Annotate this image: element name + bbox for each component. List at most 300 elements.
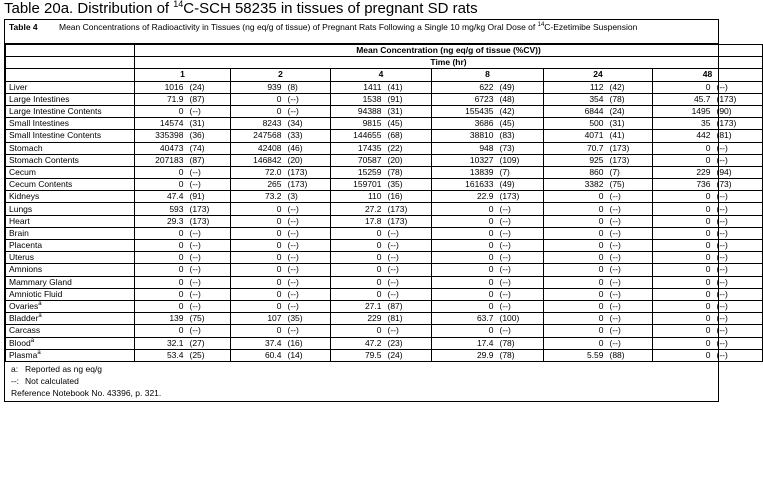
cv-value: (--) [497, 325, 544, 337]
time-point-header: 24 [544, 69, 653, 81]
cv-value: (--) [187, 166, 231, 178]
cv-value: (--) [714, 337, 763, 349]
concentration-value: 3686 [432, 118, 497, 130]
cv-value: (45) [497, 118, 544, 130]
tissue-label: Stomach Contents [9, 154, 79, 165]
cv-value: (68) [385, 130, 432, 142]
cv-value: (100) [497, 313, 544, 325]
concentration-value: 0 [135, 325, 187, 337]
cv-value: (20) [385, 154, 432, 166]
concentration-value: 0 [135, 179, 187, 191]
cv-value: (35) [385, 179, 432, 191]
tissue-label: Amniotic Fluid [9, 288, 63, 299]
cv-value: (--) [285, 288, 331, 300]
cv-value: (78) [607, 93, 653, 105]
concentration-value: 27.2 [331, 203, 385, 215]
table-row [6, 105, 763, 117]
concentration-table [5, 44, 763, 362]
concentration-value: 0 [653, 142, 714, 154]
cv-value: (45) [385, 118, 432, 130]
concentration-value: 593 [135, 203, 187, 215]
table-body [6, 81, 763, 361]
concentration-value: 0 [331, 240, 385, 252]
cv-value: (25) [187, 349, 231, 361]
table-row [6, 166, 763, 178]
cv-value: (--) [607, 300, 653, 312]
concentration-value: 0 [135, 276, 187, 288]
concentration-value: 3382 [544, 179, 607, 191]
concentration-value: 0 [653, 300, 714, 312]
concentration-value: 0 [653, 240, 714, 252]
table-caption-text [59, 22, 714, 42]
cv-value: (41) [385, 81, 432, 93]
cv-value: (173) [187, 215, 231, 227]
concentration-value: 144655 [331, 130, 385, 142]
cv-value: (--) [607, 215, 653, 227]
concentration-value: 0 [653, 276, 714, 288]
concentration-value: 354 [544, 93, 607, 105]
cv-value: (87) [187, 154, 231, 166]
concentration-value: 6723 [432, 93, 497, 105]
concentration-value: 139 [135, 313, 187, 325]
concentration-value: 207183 [135, 154, 187, 166]
concentration-value: 0 [135, 288, 187, 300]
concentration-value: 0 [432, 325, 497, 337]
table-row [6, 300, 763, 312]
concentration-value: 8243 [231, 118, 285, 130]
tissue-name [6, 252, 135, 264]
cv-value: (48) [497, 93, 544, 105]
concentration-value: 94388 [331, 105, 385, 117]
table-row [6, 215, 763, 227]
concentration-value: 0 [231, 203, 285, 215]
cv-value: (14) [285, 349, 331, 361]
tissue-name [6, 337, 135, 349]
table-row [6, 142, 763, 154]
footnote [11, 363, 712, 375]
concentration-value: 37.4 [231, 337, 285, 349]
cv-value: (--) [187, 179, 231, 191]
concentration-value: 155435 [432, 105, 497, 117]
concentration-value: 40473 [135, 142, 187, 154]
reference-note: Reference Notebook No. 43396, p. 321. [11, 387, 162, 398]
concentration-value: 442 [653, 130, 714, 142]
concentration-value: 0 [135, 264, 187, 276]
footnotes [5, 362, 718, 401]
concentration-value: 0 [544, 203, 607, 215]
concentration-value: 500 [544, 118, 607, 130]
concentration-value: 1495 [653, 105, 714, 117]
cv-value: (75) [607, 179, 653, 191]
cv-value: (--) [385, 288, 432, 300]
concentration-value: 0 [544, 215, 607, 227]
concentration-value: 9815 [331, 118, 385, 130]
cv-value: (--) [385, 240, 432, 252]
tissue-label: Liver [9, 81, 28, 92]
table-row [6, 288, 763, 300]
concentration-value: 0 [331, 264, 385, 276]
cv-value: (--) [187, 240, 231, 252]
cv-value: (36) [187, 130, 231, 142]
footnote-key: --: [11, 375, 20, 386]
concentration-value: 0 [544, 191, 607, 203]
header-empty-cell [6, 57, 135, 69]
table-row [6, 81, 763, 93]
concentration-value: 0 [653, 154, 714, 166]
tissue-name [6, 349, 135, 361]
tissue-label: Uterus [9, 252, 35, 263]
time-point-header: 8 [432, 69, 544, 81]
cv-value: (173) [714, 93, 763, 105]
tissue-name [6, 142, 135, 154]
concentration-value: 0 [653, 252, 714, 264]
cv-value: (46) [285, 142, 331, 154]
cv-value: (--) [607, 203, 653, 215]
tissue-label: Large Intestine Contents [9, 106, 102, 117]
concentration-value: 14574 [135, 118, 187, 130]
concentration-value: 5.59 [544, 349, 607, 361]
concentration-value: 70.7 [544, 142, 607, 154]
concentration-value: 0 [653, 313, 714, 325]
concentration-value: 229 [653, 166, 714, 178]
concentration-value: 42408 [231, 142, 285, 154]
cv-value: (16) [385, 191, 432, 203]
table-caption [5, 20, 718, 44]
concentration-value: 32.1 [135, 337, 187, 349]
table-row [6, 337, 763, 349]
concentration-value: 0 [653, 227, 714, 239]
cv-value: (31) [385, 105, 432, 117]
cv-value: (--) [607, 325, 653, 337]
concentration-value: 0 [432, 203, 497, 215]
concentration-value: 0 [135, 166, 187, 178]
concentration-value: 0 [653, 215, 714, 227]
table-row [6, 240, 763, 252]
concentration-value: 0 [231, 105, 285, 117]
header-row-time [6, 57, 763, 69]
concentration-value: 1016 [135, 81, 187, 93]
concentration-value: 0 [135, 227, 187, 239]
tissue-label: Heart [9, 215, 30, 226]
concentration-value: 0 [331, 276, 385, 288]
cv-value: (20) [285, 154, 331, 166]
tissue-label: Blood [9, 337, 31, 348]
tissue-label: Plasma [9, 349, 38, 360]
table-row [6, 252, 763, 264]
page-title-prefix: Table 20a. Distribution of [4, 0, 174, 17]
cv-value: (--) [497, 240, 544, 252]
concentration-value: 0 [544, 337, 607, 349]
concentration-value: 0 [231, 325, 285, 337]
concentration-value: 0 [544, 264, 607, 276]
cv-value: (42) [497, 105, 544, 117]
tissue-footnote-marker: a [37, 349, 41, 356]
concentration-value: 736 [653, 179, 714, 191]
cv-value: (--) [607, 252, 653, 264]
table-row [6, 154, 763, 166]
cv-value: (--) [497, 215, 544, 227]
tissue-name [6, 81, 135, 93]
cv-value: (24) [607, 105, 653, 117]
page-title [4, 0, 478, 17]
cv-value: (--) [285, 264, 331, 276]
concentration-value: 29.9 [432, 349, 497, 361]
concentration-value: 0 [432, 215, 497, 227]
tissue-name [6, 179, 135, 191]
cv-value: (49) [497, 179, 544, 191]
table-row [6, 313, 763, 325]
concentration-value: 247568 [231, 130, 285, 142]
concentration-value: 0 [231, 276, 285, 288]
tissue-label: Bladder [9, 313, 39, 324]
concentration-value: 60.4 [231, 349, 285, 361]
cv-value: (7) [497, 166, 544, 178]
tissue-label: Small Intestine Contents [9, 130, 102, 141]
cv-value: (--) [497, 276, 544, 288]
cv-value: (--) [714, 154, 763, 166]
concentration-value: 0 [231, 215, 285, 227]
cv-value: (--) [385, 325, 432, 337]
cv-value: (--) [285, 252, 331, 264]
tissue-footnote-marker: a [30, 337, 35, 344]
concentration-value: 17.8 [331, 215, 385, 227]
tissue-name [6, 240, 135, 252]
concentration-value: 0 [653, 191, 714, 203]
concentration-value: 161633 [432, 179, 497, 191]
cv-value: (173) [385, 215, 432, 227]
table-row [6, 349, 763, 361]
concentration-value: 0 [544, 288, 607, 300]
cv-value: (87) [187, 93, 231, 105]
concentration-value: 948 [432, 142, 497, 154]
concentration-value: 0 [653, 81, 714, 93]
cv-value: (--) [385, 276, 432, 288]
concentration-value: 63.7 [432, 313, 497, 325]
cv-value: (49) [497, 81, 544, 93]
tissue-name [6, 130, 135, 142]
cv-value: (173) [714, 118, 763, 130]
cv-value: (--) [285, 300, 331, 312]
cv-value: (173) [285, 179, 331, 191]
concentration-value: 0 [432, 227, 497, 239]
concentration-value: 47.4 [135, 191, 187, 203]
tissue-label: Carcass [9, 325, 41, 336]
cv-value: (--) [714, 215, 763, 227]
tissue-name [6, 154, 135, 166]
tissue-label: Cecum [9, 166, 36, 177]
concentration-value: 0 [231, 227, 285, 239]
concentration-value: 22.9 [432, 191, 497, 203]
cv-value: (41) [607, 130, 653, 142]
cv-value: (--) [385, 227, 432, 239]
cv-value: (78) [385, 166, 432, 178]
page-title-suffix: C-SCH 58235 in tissues of pregnant SD rats [183, 0, 478, 17]
tissue-label: Mammary Gland [9, 276, 72, 287]
cv-value: (--) [187, 252, 231, 264]
concentration-value: 13839 [432, 166, 497, 178]
cv-value: (173) [607, 142, 653, 154]
cv-value: (16) [285, 337, 331, 349]
tissue-name [6, 264, 135, 276]
concentration-value: 939 [231, 81, 285, 93]
page-title-superscript: 14 [173, 0, 184, 9]
cv-value: (--) [714, 300, 763, 312]
tissue-footnote-marker: a [38, 313, 42, 320]
concentration-value: 0 [331, 227, 385, 239]
table-row [6, 203, 763, 215]
concentration-value: 73.2 [231, 191, 285, 203]
cv-value: (--) [497, 252, 544, 264]
table-row [6, 191, 763, 203]
table-row [6, 325, 763, 337]
concentration-value: 0 [331, 325, 385, 337]
time-point-header: 2 [231, 69, 331, 81]
tissue-footnote-marker: a [38, 301, 42, 308]
concentration-value: 6844 [544, 105, 607, 117]
cv-value: (35) [285, 313, 331, 325]
cv-value: (24) [385, 349, 432, 361]
cv-value: (--) [714, 203, 763, 215]
cv-value: (--) [714, 325, 763, 337]
cv-value: (--) [714, 288, 763, 300]
header-empty-cell [6, 45, 135, 57]
concentration-value: 0 [231, 252, 285, 264]
concentration-value: 0 [544, 240, 607, 252]
concentration-value: 29.3 [135, 215, 187, 227]
concentration-value: 0 [432, 276, 497, 288]
cv-value: (--) [607, 227, 653, 239]
cv-value: (91) [385, 93, 432, 105]
concentration-value: 0 [135, 300, 187, 312]
cv-value: (83) [497, 130, 544, 142]
cv-value: (88) [607, 349, 653, 361]
concentration-value: 159701 [331, 179, 385, 191]
cv-value: (--) [187, 300, 231, 312]
cv-value: (109) [497, 154, 544, 166]
cv-value: (--) [285, 240, 331, 252]
footnote-key: a: [11, 363, 19, 374]
cv-value: (22) [385, 142, 432, 154]
time-point-header: 4 [331, 69, 432, 81]
tissue-name [6, 215, 135, 227]
concentration-value: 17435 [331, 142, 385, 154]
concentration-value: 0 [653, 325, 714, 337]
tissue-label: Ovaries [9, 301, 39, 312]
tissue-name [6, 300, 135, 312]
concentration-value: 0 [231, 264, 285, 276]
tissue-name [6, 118, 135, 130]
footnote-text: Reported as ng eq/g [25, 363, 103, 374]
cv-value: (--) [187, 264, 231, 276]
concentration-value: 110 [331, 191, 385, 203]
tissue-name [6, 93, 135, 105]
tissue-name [6, 203, 135, 215]
tissue-name [6, 227, 135, 239]
cv-value: (--) [607, 313, 653, 325]
footnote [11, 387, 712, 399]
cv-value: (--) [285, 203, 331, 215]
cv-value: (42) [607, 81, 653, 93]
tissue-name [6, 191, 135, 203]
tissue-name [6, 325, 135, 337]
cv-value: (8) [285, 81, 331, 93]
cv-value: (--) [607, 264, 653, 276]
cv-value: (--) [714, 142, 763, 154]
concentration-value: 229 [331, 313, 385, 325]
cv-value: (78) [497, 337, 544, 349]
cv-value: (--) [187, 105, 231, 117]
concentration-value: 0 [135, 105, 187, 117]
cv-value: (--) [497, 300, 544, 312]
cv-value: (173) [497, 191, 544, 203]
cv-value: (7) [607, 166, 653, 178]
cv-value: (--) [385, 264, 432, 276]
tissue-label: Lungs [9, 203, 33, 214]
tissue-label: Cecum Contents [9, 179, 73, 190]
concentration-value: 0 [544, 300, 607, 312]
concentration-value: 146842 [231, 154, 285, 166]
concentration-value: 0 [653, 337, 714, 349]
concentration-value: 0 [432, 264, 497, 276]
cv-value: (--) [285, 276, 331, 288]
concentration-value: 112 [544, 81, 607, 93]
cv-value: (--) [285, 325, 331, 337]
table-row [6, 93, 763, 105]
time-header: Time (hr) [135, 57, 763, 69]
concentration-value: 0 [231, 93, 285, 105]
table-row [6, 276, 763, 288]
cv-value: (--) [714, 191, 763, 203]
cv-value: (23) [385, 337, 432, 349]
cv-value: (24) [187, 81, 231, 93]
concentration-value: 0 [544, 227, 607, 239]
concentration-value: 0 [544, 313, 607, 325]
tissue-name [6, 288, 135, 300]
cv-value: (73) [497, 142, 544, 154]
concentration-value: 15259 [331, 166, 385, 178]
cv-value: (173) [187, 203, 231, 215]
cv-value: (75) [187, 313, 231, 325]
cv-value: (--) [285, 215, 331, 227]
table-caption-label: Table 4 [9, 22, 38, 32]
concentration-value: 622 [432, 81, 497, 93]
mean-concentration-header: Mean Concentration (ng eq/g of tissue (%CV)) [135, 45, 763, 57]
cv-value: (34) [285, 118, 331, 130]
cv-value: (--) [714, 276, 763, 288]
concentration-value: 0 [432, 240, 497, 252]
cv-value: (173) [607, 154, 653, 166]
cv-value: (--) [714, 349, 763, 361]
cv-value: (--) [497, 203, 544, 215]
cv-value: (3) [285, 191, 331, 203]
concentration-value: 4071 [544, 130, 607, 142]
concentration-value: 0 [331, 288, 385, 300]
cv-value: (--) [285, 227, 331, 239]
cv-value: (--) [497, 227, 544, 239]
cv-value: (74) [187, 142, 231, 154]
table-document [4, 19, 737, 402]
table-row [6, 130, 763, 142]
cv-value: (173) [285, 166, 331, 178]
concentration-value: 0 [135, 252, 187, 264]
concentration-value: 70587 [331, 154, 385, 166]
cv-value: (87) [385, 300, 432, 312]
footnote [11, 375, 712, 387]
concentration-value: 0 [544, 325, 607, 337]
time-point-header: 1 [135, 69, 231, 81]
concentration-value: 1538 [331, 93, 385, 105]
caption-superscript: 14 [537, 22, 545, 29]
